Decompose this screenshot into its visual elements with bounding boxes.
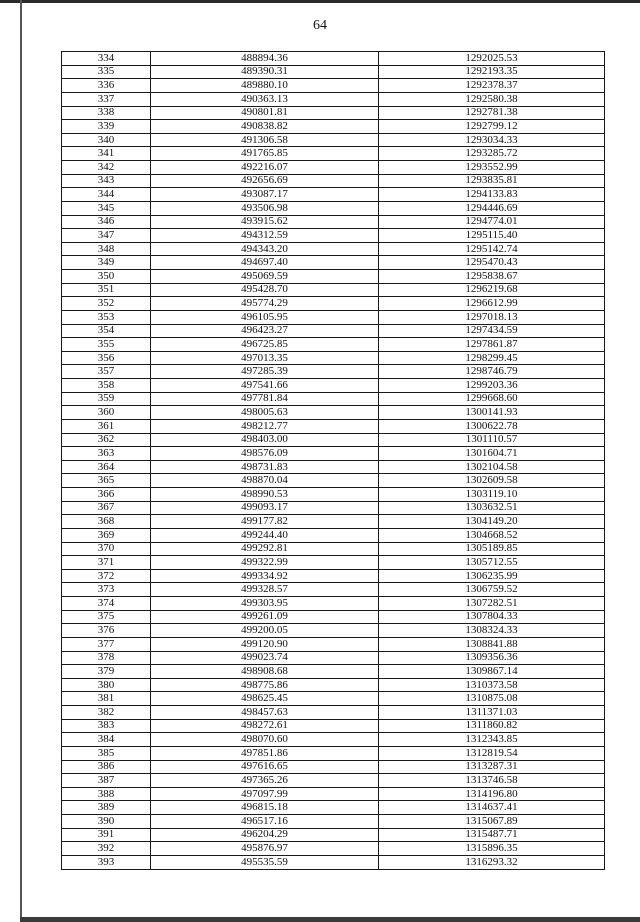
y-coordinate-cell: 1302104.58 bbox=[379, 460, 605, 474]
y-coordinate-cell: 1307282.51 bbox=[379, 597, 605, 611]
point-number-cell: 338 bbox=[62, 106, 151, 120]
table-row bbox=[62, 161, 605, 175]
x-coordinate-cell: 494343.20 bbox=[151, 242, 379, 256]
point-number-cell: 368 bbox=[62, 515, 151, 529]
point-number-cell: 381 bbox=[62, 692, 151, 706]
table-row bbox=[62, 828, 605, 842]
y-coordinate-cell: 1301110.57 bbox=[379, 433, 605, 447]
table-row bbox=[62, 365, 605, 379]
x-coordinate-cell: 498576.09 bbox=[151, 447, 379, 461]
y-coordinate-cell: 1300141.93 bbox=[379, 406, 605, 420]
table-row bbox=[62, 229, 605, 243]
table-row bbox=[62, 419, 605, 433]
table-row bbox=[62, 174, 605, 188]
y-coordinate-cell: 1303632.51 bbox=[379, 501, 605, 515]
y-coordinate-cell: 1295142.74 bbox=[379, 242, 605, 256]
table-row bbox=[62, 270, 605, 284]
table-row bbox=[62, 106, 605, 120]
x-coordinate-cell: 492216.07 bbox=[151, 161, 379, 175]
y-coordinate-cell: 1292193.35 bbox=[379, 65, 605, 79]
point-number-cell: 359 bbox=[62, 392, 151, 406]
table-row bbox=[62, 692, 605, 706]
x-coordinate-cell: 499200.05 bbox=[151, 624, 379, 638]
table-row bbox=[62, 297, 605, 311]
y-coordinate-cell: 1312819.54 bbox=[379, 746, 605, 760]
x-coordinate-cell: 488894.36 bbox=[151, 52, 379, 66]
table-row bbox=[62, 637, 605, 651]
x-coordinate-cell: 496204.29 bbox=[151, 828, 379, 842]
x-coordinate-cell: 499244.40 bbox=[151, 528, 379, 542]
point-number-cell: 362 bbox=[62, 433, 151, 447]
y-coordinate-cell: 1315487.71 bbox=[379, 828, 605, 842]
y-coordinate-cell: 1296219.68 bbox=[379, 283, 605, 297]
y-coordinate-cell: 1293835.81 bbox=[379, 174, 605, 188]
table-row bbox=[62, 242, 605, 256]
y-coordinate-cell: 1313746.58 bbox=[379, 774, 605, 788]
table-row bbox=[62, 65, 605, 79]
point-number-cell: 361 bbox=[62, 419, 151, 433]
x-coordinate-cell: 490363.13 bbox=[151, 92, 379, 106]
y-coordinate-cell: 1297018.13 bbox=[379, 310, 605, 324]
y-coordinate-cell: 1314196.80 bbox=[379, 787, 605, 801]
x-coordinate-cell: 496815.18 bbox=[151, 801, 379, 815]
x-coordinate-cell: 498272.61 bbox=[151, 719, 379, 733]
table-row bbox=[62, 406, 605, 420]
point-number-cell: 356 bbox=[62, 351, 151, 365]
x-coordinate-cell: 490801.81 bbox=[151, 106, 379, 120]
point-number-cell: 337 bbox=[62, 92, 151, 106]
y-coordinate-cell: 1303119.10 bbox=[379, 488, 605, 502]
table-row bbox=[62, 746, 605, 760]
point-number-cell: 339 bbox=[62, 120, 151, 134]
y-coordinate-cell: 1310875.08 bbox=[379, 692, 605, 706]
point-number-cell: 346 bbox=[62, 215, 151, 229]
table-row bbox=[62, 283, 605, 297]
table-row bbox=[62, 52, 605, 66]
y-coordinate-cell: 1313287.31 bbox=[379, 760, 605, 774]
x-coordinate-cell: 496105.95 bbox=[151, 310, 379, 324]
point-number-cell: 370 bbox=[62, 542, 151, 556]
table-row bbox=[62, 760, 605, 774]
point-number-cell: 388 bbox=[62, 787, 151, 801]
point-number-cell: 365 bbox=[62, 474, 151, 488]
x-coordinate-cell: 498731.83 bbox=[151, 460, 379, 474]
x-coordinate-cell: 497851.86 bbox=[151, 746, 379, 760]
table-row bbox=[62, 733, 605, 747]
x-coordinate-cell: 497365.26 bbox=[151, 774, 379, 788]
table-row bbox=[62, 706, 605, 720]
point-number-cell: 377 bbox=[62, 637, 151, 651]
y-coordinate-cell: 1293552.99 bbox=[379, 161, 605, 175]
table-row bbox=[62, 392, 605, 406]
y-coordinate-cell: 1310373.58 bbox=[379, 678, 605, 692]
x-coordinate-cell: 497285.39 bbox=[151, 365, 379, 379]
y-coordinate-cell: 1292799.12 bbox=[379, 120, 605, 134]
y-coordinate-cell: 1308324.33 bbox=[379, 624, 605, 638]
y-coordinate-cell: 1296612.99 bbox=[379, 297, 605, 311]
y-coordinate-cell: 1292025.53 bbox=[379, 52, 605, 66]
point-number-cell: 348 bbox=[62, 242, 151, 256]
point-number-cell: 350 bbox=[62, 270, 151, 284]
y-coordinate-cell: 1316293.32 bbox=[379, 855, 605, 869]
x-coordinate-cell: 489880.10 bbox=[151, 79, 379, 93]
x-coordinate-cell: 499120.90 bbox=[151, 637, 379, 651]
y-coordinate-cell: 1301604.71 bbox=[379, 447, 605, 461]
point-number-cell: 335 bbox=[62, 65, 151, 79]
table-row bbox=[62, 324, 605, 338]
y-coordinate-cell: 1309356.36 bbox=[379, 651, 605, 665]
table-row bbox=[62, 515, 605, 529]
y-coordinate-cell: 1311371.03 bbox=[379, 706, 605, 720]
x-coordinate-cell: 499322.99 bbox=[151, 556, 379, 570]
x-coordinate-cell: 499334.92 bbox=[151, 569, 379, 583]
y-coordinate-cell: 1300622.78 bbox=[379, 419, 605, 433]
y-coordinate-cell: 1297861.87 bbox=[379, 338, 605, 352]
point-number-cell: 387 bbox=[62, 774, 151, 788]
x-coordinate-cell: 497781.84 bbox=[151, 392, 379, 406]
point-number-cell: 372 bbox=[62, 569, 151, 583]
point-number-cell: 342 bbox=[62, 161, 151, 175]
y-coordinate-cell: 1306235.99 bbox=[379, 569, 605, 583]
x-coordinate-cell: 497541.66 bbox=[151, 379, 379, 393]
table-row bbox=[62, 855, 605, 869]
point-number-cell: 366 bbox=[62, 488, 151, 502]
x-coordinate-cell: 491306.58 bbox=[151, 133, 379, 147]
x-coordinate-cell: 493915.62 bbox=[151, 215, 379, 229]
y-coordinate-cell: 1308841.88 bbox=[379, 637, 605, 651]
point-number-cell: 391 bbox=[62, 828, 151, 842]
table-row bbox=[62, 787, 605, 801]
table-row bbox=[62, 120, 605, 134]
point-number-cell: 334 bbox=[62, 52, 151, 66]
y-coordinate-cell: 1304668.52 bbox=[379, 528, 605, 542]
x-coordinate-cell: 499292.81 bbox=[151, 542, 379, 556]
x-coordinate-cell: 496517.16 bbox=[151, 815, 379, 829]
y-coordinate-cell: 1294133.83 bbox=[379, 188, 605, 202]
scan-edge-top bbox=[0, 0, 640, 3]
x-coordinate-cell: 491765.85 bbox=[151, 147, 379, 161]
scan-edge-left bbox=[20, 0, 22, 922]
point-number-cell: 369 bbox=[62, 528, 151, 542]
y-coordinate-cell: 1304149.20 bbox=[379, 515, 605, 529]
table-row bbox=[62, 379, 605, 393]
y-coordinate-cell: 1305189.85 bbox=[379, 542, 605, 556]
point-number-cell: 378 bbox=[62, 651, 151, 665]
x-coordinate-cell: 497013.35 bbox=[151, 351, 379, 365]
x-coordinate-cell: 495428.70 bbox=[151, 283, 379, 297]
x-coordinate-cell: 495876.97 bbox=[151, 842, 379, 856]
point-number-cell: 390 bbox=[62, 815, 151, 829]
point-number-cell: 364 bbox=[62, 460, 151, 474]
coordinates-table-body bbox=[62, 52, 605, 870]
point-number-cell: 347 bbox=[62, 229, 151, 243]
x-coordinate-cell: 499093.17 bbox=[151, 501, 379, 515]
table-row bbox=[62, 556, 605, 570]
y-coordinate-cell: 1293034.33 bbox=[379, 133, 605, 147]
y-coordinate-cell: 1311860.82 bbox=[379, 719, 605, 733]
point-number-cell: 345 bbox=[62, 201, 151, 215]
scan-edge-bottom bbox=[20, 917, 640, 922]
x-coordinate-cell: 498070.60 bbox=[151, 733, 379, 747]
x-coordinate-cell: 496423.27 bbox=[151, 324, 379, 338]
point-number-cell: 375 bbox=[62, 610, 151, 624]
x-coordinate-cell: 498908.68 bbox=[151, 665, 379, 679]
y-coordinate-cell: 1307804.33 bbox=[379, 610, 605, 624]
table-row bbox=[62, 460, 605, 474]
table-row bbox=[62, 92, 605, 106]
y-coordinate-cell: 1298299.45 bbox=[379, 351, 605, 365]
point-number-cell: 336 bbox=[62, 79, 151, 93]
y-coordinate-cell: 1295115.40 bbox=[379, 229, 605, 243]
x-coordinate-cell: 498457.63 bbox=[151, 706, 379, 720]
x-coordinate-cell: 493506.98 bbox=[151, 201, 379, 215]
x-coordinate-cell: 499023.74 bbox=[151, 651, 379, 665]
table-row bbox=[62, 842, 605, 856]
point-number-cell: 383 bbox=[62, 719, 151, 733]
table-row bbox=[62, 719, 605, 733]
table-row bbox=[62, 528, 605, 542]
y-coordinate-cell: 1292580.38 bbox=[379, 92, 605, 106]
point-number-cell: 355 bbox=[62, 338, 151, 352]
point-number-cell: 341 bbox=[62, 147, 151, 161]
table-row bbox=[62, 610, 605, 624]
table-row bbox=[62, 815, 605, 829]
x-coordinate-cell: 496725.85 bbox=[151, 338, 379, 352]
table-row bbox=[62, 583, 605, 597]
point-number-cell: 354 bbox=[62, 324, 151, 338]
x-coordinate-cell: 498990.53 bbox=[151, 488, 379, 502]
y-coordinate-cell: 1294774.01 bbox=[379, 215, 605, 229]
point-number-cell: 380 bbox=[62, 678, 151, 692]
point-number-cell: 353 bbox=[62, 310, 151, 324]
point-number-cell: 357 bbox=[62, 365, 151, 379]
y-coordinate-cell: 1293285.72 bbox=[379, 147, 605, 161]
table-row bbox=[62, 542, 605, 556]
x-coordinate-cell: 494312.59 bbox=[151, 229, 379, 243]
table-row bbox=[62, 256, 605, 270]
x-coordinate-cell: 498625.45 bbox=[151, 692, 379, 706]
point-number-cell: 367 bbox=[62, 501, 151, 515]
table-row bbox=[62, 147, 605, 161]
table-row bbox=[62, 474, 605, 488]
point-number-cell: 379 bbox=[62, 665, 151, 679]
x-coordinate-cell: 498005.63 bbox=[151, 406, 379, 420]
table-row bbox=[62, 488, 605, 502]
x-coordinate-cell: 489390.31 bbox=[151, 65, 379, 79]
table-row bbox=[62, 651, 605, 665]
x-coordinate-cell: 493087.17 bbox=[151, 188, 379, 202]
x-coordinate-cell: 499328.57 bbox=[151, 583, 379, 597]
x-coordinate-cell: 498775.86 bbox=[151, 678, 379, 692]
y-coordinate-cell: 1299203.36 bbox=[379, 379, 605, 393]
x-coordinate-cell: 495535.59 bbox=[151, 855, 379, 869]
point-number-cell: 344 bbox=[62, 188, 151, 202]
y-coordinate-cell: 1315896.35 bbox=[379, 842, 605, 856]
point-number-cell: 373 bbox=[62, 583, 151, 597]
x-coordinate-cell: 495774.29 bbox=[151, 297, 379, 311]
point-number-cell: 374 bbox=[62, 597, 151, 611]
x-coordinate-cell: 499261.09 bbox=[151, 610, 379, 624]
x-coordinate-cell: 499303.95 bbox=[151, 597, 379, 611]
y-coordinate-cell: 1314637.41 bbox=[379, 801, 605, 815]
table-row bbox=[62, 447, 605, 461]
table-row bbox=[62, 569, 605, 583]
table-row bbox=[62, 310, 605, 324]
x-coordinate-cell: 490838.82 bbox=[151, 120, 379, 134]
table-row bbox=[62, 188, 605, 202]
point-number-cell: 371 bbox=[62, 556, 151, 570]
table-row bbox=[62, 501, 605, 515]
y-coordinate-cell: 1292378.37 bbox=[379, 79, 605, 93]
y-coordinate-cell: 1295838.67 bbox=[379, 270, 605, 284]
point-number-cell: 376 bbox=[62, 624, 151, 638]
x-coordinate-cell: 497097.99 bbox=[151, 787, 379, 801]
table-row bbox=[62, 351, 605, 365]
point-number-cell: 386 bbox=[62, 760, 151, 774]
y-coordinate-cell: 1292781.38 bbox=[379, 106, 605, 120]
point-number-cell: 351 bbox=[62, 283, 151, 297]
y-coordinate-cell: 1297434.59 bbox=[379, 324, 605, 338]
x-coordinate-cell: 495069.59 bbox=[151, 270, 379, 284]
x-coordinate-cell: 494697.40 bbox=[151, 256, 379, 270]
point-number-cell: 392 bbox=[62, 842, 151, 856]
y-coordinate-cell: 1306759.52 bbox=[379, 583, 605, 597]
table-row bbox=[62, 338, 605, 352]
y-coordinate-cell: 1309867.14 bbox=[379, 665, 605, 679]
y-coordinate-cell: 1302609.58 bbox=[379, 474, 605, 488]
table-row bbox=[62, 215, 605, 229]
table-row bbox=[62, 624, 605, 638]
point-number-cell: 385 bbox=[62, 746, 151, 760]
point-number-cell: 360 bbox=[62, 406, 151, 420]
point-number-cell: 363 bbox=[62, 447, 151, 461]
table-row bbox=[62, 678, 605, 692]
point-number-cell: 358 bbox=[62, 379, 151, 393]
x-coordinate-cell: 497616.65 bbox=[151, 760, 379, 774]
point-number-cell: 340 bbox=[62, 133, 151, 147]
table-row bbox=[62, 79, 605, 93]
y-coordinate-cell: 1305712.55 bbox=[379, 556, 605, 570]
page-number: 64 bbox=[313, 18, 327, 33]
point-number-cell: 384 bbox=[62, 733, 151, 747]
point-number-cell: 343 bbox=[62, 174, 151, 188]
y-coordinate-cell: 1315067.89 bbox=[379, 815, 605, 829]
y-coordinate-cell: 1295470.43 bbox=[379, 256, 605, 270]
table-row bbox=[62, 801, 605, 815]
table-row bbox=[62, 665, 605, 679]
y-coordinate-cell: 1294446.69 bbox=[379, 201, 605, 215]
x-coordinate-cell: 498212.77 bbox=[151, 419, 379, 433]
table-row bbox=[62, 597, 605, 611]
table-row bbox=[62, 133, 605, 147]
point-number-cell: 389 bbox=[62, 801, 151, 815]
coordinates-table bbox=[61, 51, 605, 870]
y-coordinate-cell: 1299668.60 bbox=[379, 392, 605, 406]
point-number-cell: 393 bbox=[62, 855, 151, 869]
x-coordinate-cell: 499177.82 bbox=[151, 515, 379, 529]
point-number-cell: 352 bbox=[62, 297, 151, 311]
y-coordinate-cell: 1298746.79 bbox=[379, 365, 605, 379]
x-coordinate-cell: 498870.04 bbox=[151, 474, 379, 488]
table-row bbox=[62, 433, 605, 447]
x-coordinate-cell: 498403.00 bbox=[151, 433, 379, 447]
point-number-cell: 382 bbox=[62, 706, 151, 720]
table-row bbox=[62, 774, 605, 788]
y-coordinate-cell: 1312343.85 bbox=[379, 733, 605, 747]
x-coordinate-cell: 492656.69 bbox=[151, 174, 379, 188]
table-row bbox=[62, 201, 605, 215]
point-number-cell: 349 bbox=[62, 256, 151, 270]
